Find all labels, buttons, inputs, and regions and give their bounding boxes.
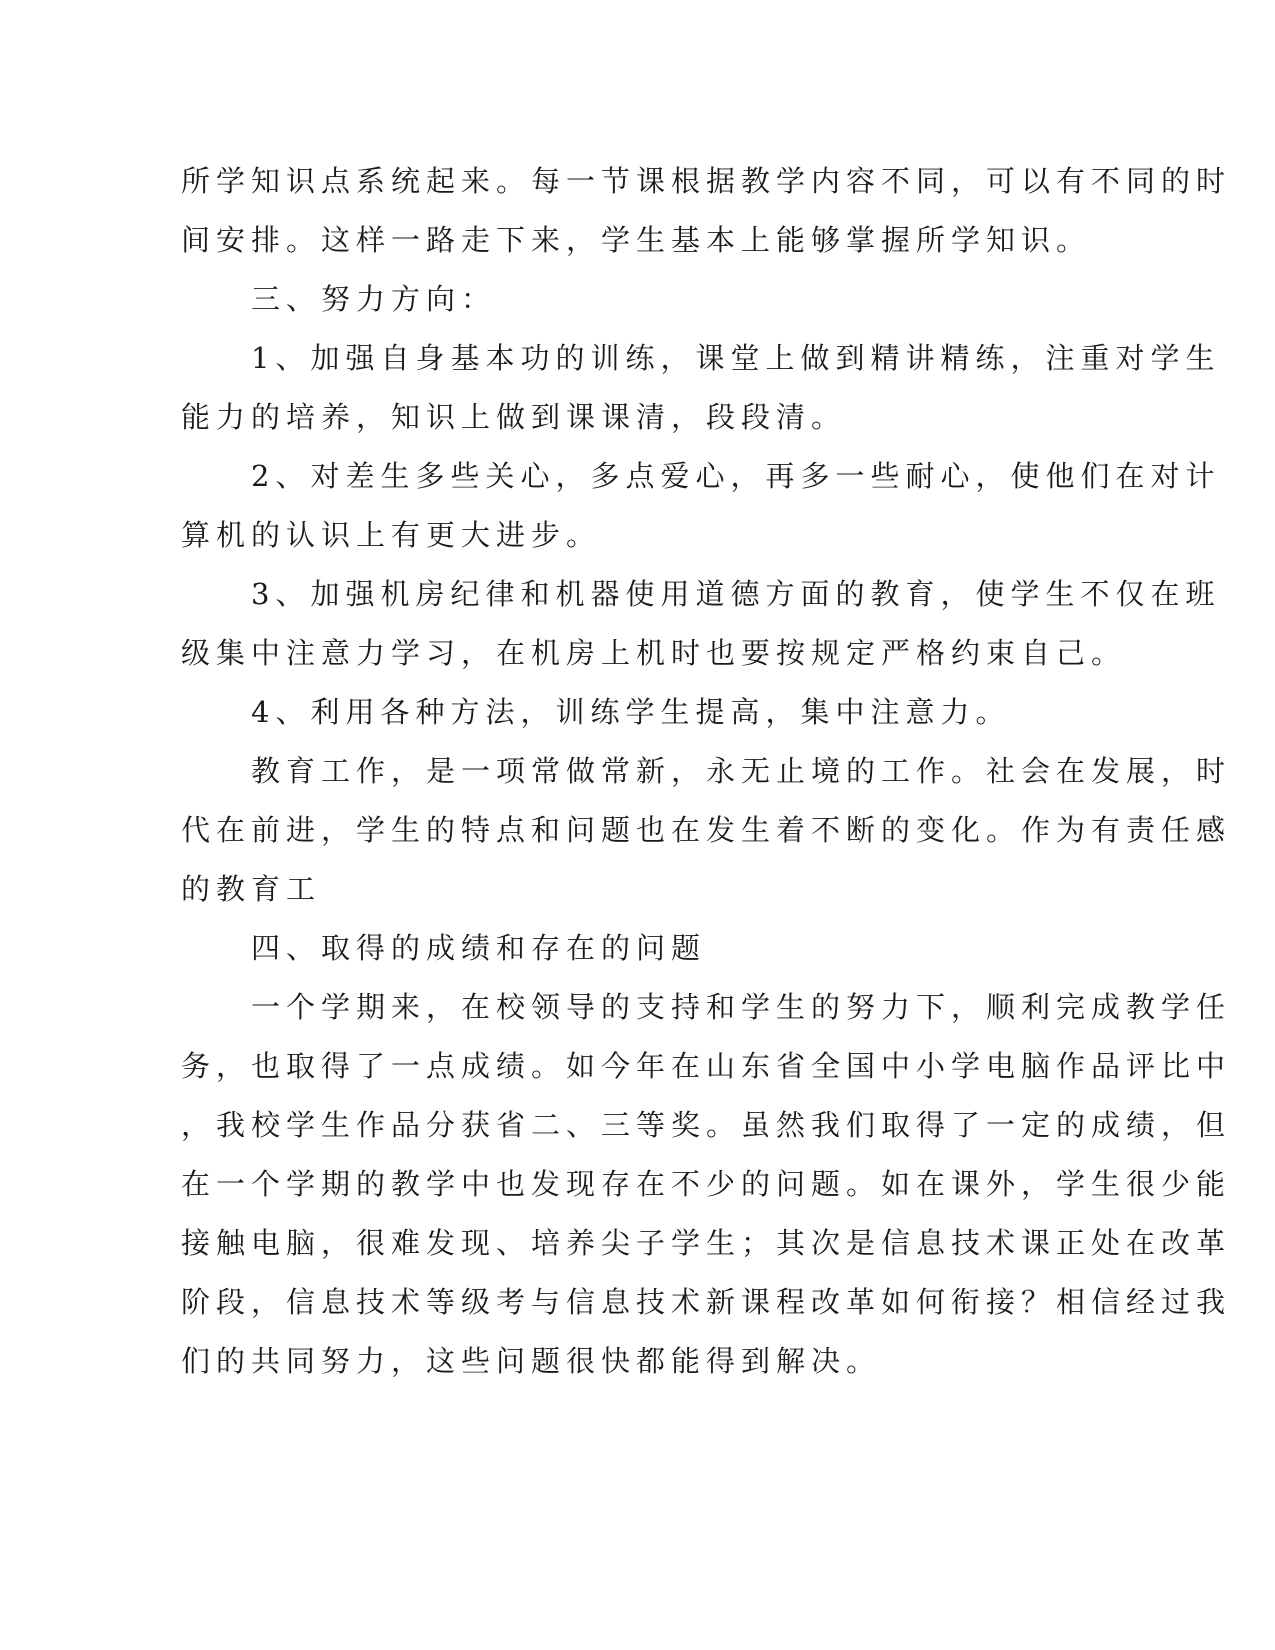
text-line: 接触电脑，很难发现、培养尖子学生；其次是信息技术课正处在改革 bbox=[181, 1226, 1232, 1260]
section-heading: 三、努力方向： bbox=[251, 282, 497, 316]
text-line: 务，也取得了一点成绩。如今年在山东省全国中小学电脑作品评比中 bbox=[181, 1049, 1232, 1083]
text-line: 代在前进，学生的特点和问题也在发生着不断的变化。作为有责任感 bbox=[181, 813, 1232, 847]
text-line: 4、利用各种方法，训练学生提高，集中注意力。 bbox=[251, 695, 1011, 729]
text-line: 阶段，信息技术等级考与信息技术新课程改革如何衔接？相信经过我 bbox=[181, 1285, 1232, 1319]
text-line: 在一个学期的教学中也发现存在不少的问题。如在课外，学生很少能 bbox=[181, 1167, 1232, 1201]
section-heading: 四、取得的成绩和存在的问题 bbox=[251, 931, 707, 965]
text-line: 们的共同努力，这些问题很快都能得到解决。 bbox=[181, 1344, 882, 1378]
text-line: 教育工作，是一项常做常新，永无止境的工作。社会在发展，时 bbox=[251, 754, 1232, 788]
text-line: 能力的培养，知识上做到课课清，段段清。 bbox=[181, 400, 847, 434]
text-line: 2、对差生多些关心，多点爱心，再多一些耐心，使他们在对计 bbox=[251, 459, 1221, 493]
text-line: 一个学期来，在校领导的支持和学生的努力下，顺利完成教学任 bbox=[251, 990, 1232, 1024]
text-line: 的教育工 bbox=[181, 872, 322, 906]
text-line: 1、加强自身基本功的训练，课堂上做到精讲精练，注重对学生 bbox=[251, 341, 1221, 375]
text-line: 间安排。这样一路走下来，学生基本上能够掌握所学知识。 bbox=[181, 223, 1092, 257]
text-line: ，我校学生作品分获省二、三等奖。虽然我们取得了一定的成绩，但 bbox=[181, 1108, 1232, 1142]
text-line: 算机的认识上有更大进步。 bbox=[181, 518, 602, 552]
text-line: 所学知识点系统起来。每一节课根据教学内容不同，可以有不同的时 bbox=[181, 164, 1232, 198]
text-line: 级集中注意力学习，在机房上机时也要按规定严格约束自己。 bbox=[181, 636, 1127, 670]
text-line: 3、加强机房纪律和机器使用道德方面的教育，使学生不仅在班 bbox=[251, 577, 1221, 611]
